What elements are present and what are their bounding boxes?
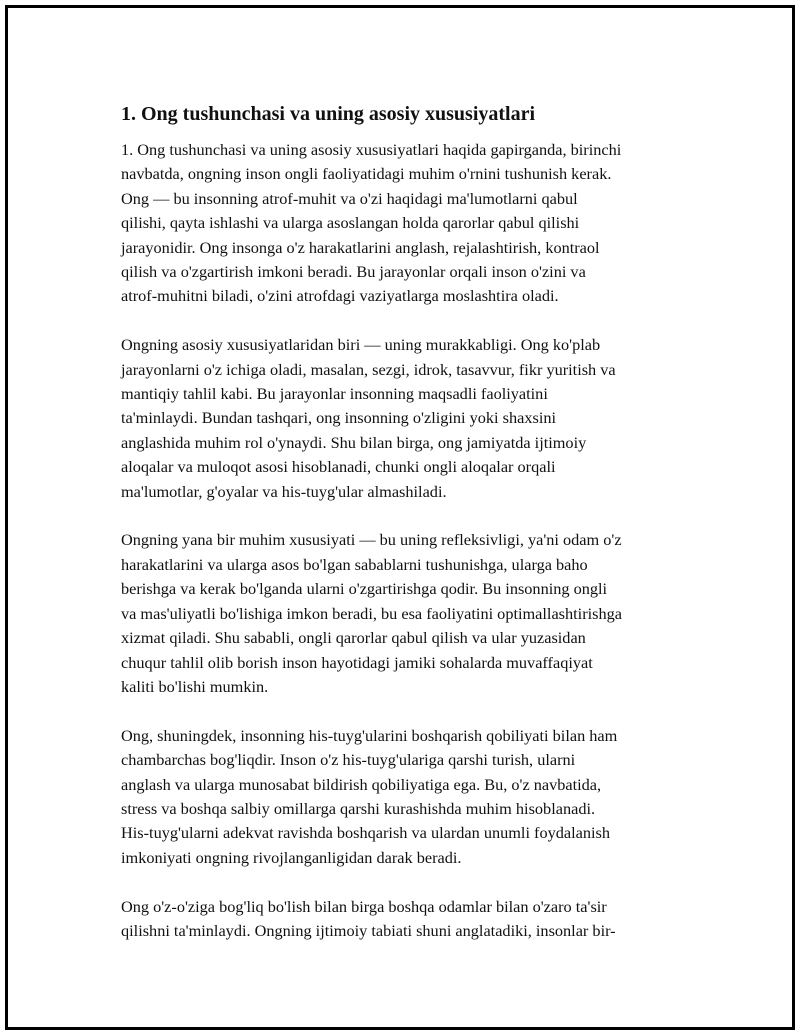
- paragraph-line: imkoniyati ongning rivojlanganligidan darak beradi.: [121, 847, 462, 867]
- paragraph: [121, 724, 701, 870]
- paragraph-line: mantiqiy tahlil kabi. Bu jarayonlar insonning maqsadli faoliyatini: [121, 384, 548, 404]
- paragraph-line: chambarchas bog'liqdir. Inson o'z his-tuyg'ulariga qarshi turish, ularni: [121, 750, 576, 770]
- paragraph: [121, 138, 701, 309]
- paragraph-line: jarayonlarni o'z ichiga oladi, masalan, sezgi, idrok, tasavvur, fikr yuritish va: [121, 359, 616, 379]
- paragraph-line: qilishi, qayta ishlashi va ularga asoslangan holda qarorlar qabul qilishi: [121, 213, 580, 233]
- paragraph-line: anglash va ularga munosabat bildirish qobiliyatiga ega. Bu, o'z navbatida,: [121, 774, 602, 794]
- paragraph: [121, 895, 701, 944]
- paragraph-line: 1. Ong tushunchasi va uning asosiy xususiyatlari haqida gapirganda, birinchi: [121, 140, 622, 159]
- paragraph-line: Ong — bu insonning atrof-muhit va o'zi haqidagi ma'lumotlarni qabul: [121, 188, 578, 208]
- paragraph-line: berishga va kerak bo'lganda ularni o'zgartirishga qodir. Bu insonning ongli: [121, 579, 608, 599]
- paragraph-line: qilish va o'zgartirish imkoni beradi. Bu jarayonlar orqali inson o'zini va: [121, 262, 586, 282]
- paragraph-line: atrof-muhitni biladi, o'zini atrofdagi vaziyatlarga moslashtira oladi.: [121, 286, 559, 306]
- paragraph-line: qilishni ta'minlaydi. Ongning ijtimoiy tabiati shuni anglatadiki, insonlar bir-: [121, 920, 616, 940]
- document-title: 1. Ong tushunchasi va uning asosiy xususiyatlari: [121, 103, 536, 125]
- paragraph-line: ma'lumotlar, g'oyalar va his-tuyg'ular almashiladi.: [121, 481, 447, 501]
- paragraph: [121, 333, 701, 504]
- paragraph-line: navbatda, ongning inson ongli faoliyatidagi muhim o'rnini tushunish kerak.: [121, 164, 612, 184]
- paragraph-line: chuqur tahlil olib borish inson hayotidagi jamiki sohalarda muvaffaqiyat: [121, 652, 593, 672]
- paragraph-line: va mas'uliyatli bo'lishiga imkon beradi, bu esa faoliyatini optimallashtirishga: [121, 603, 622, 623]
- paragraph-line: stress va boshqa salbiy omillarga qarshi kurashishda muhim hisoblanadi.: [121, 798, 596, 818]
- page-frame: [5, 5, 795, 1030]
- paragraph-line: ta'minlaydi. Bundan tashqari, ong insonning o'zligini yoki shaxsini: [121, 408, 557, 428]
- paragraph-line: harakatlarini va ularga asos bo'lgan sabablarni tushunishga, ularga baho: [121, 554, 588, 574]
- paragraph-line: xizmat qiladi. Shu sababli, ongli qarorlar qabul qilish va ular yuzasidan: [121, 628, 586, 648]
- paragraph: [121, 528, 701, 699]
- paragraph-line: Ongning yana bir muhim xususiyati — bu uning refleksivligi, ya'ni odam o'z: [121, 530, 622, 550]
- paragraph-line: kaliti bo'lishi mumkin.: [121, 676, 269, 696]
- paragraph-line: Ong o'z-o'ziga bog'liq bo'lish bilan birga boshqa odamlar bilan o'zaro ta'sir: [121, 896, 607, 916]
- paragraph-line: Ong, shuningdek, insonning his-tuyg'ularini boshqarish qobiliyati bilan ham: [121, 725, 618, 745]
- paragraph-line: aloqalar va muloqot asosi hisoblanadi, chunki ongli aloqalar orqali: [121, 457, 556, 477]
- paragraph-line: anglashida muhim rol o'ynaydi. Shu bilan birga, ong jamiyatda ijtimoiy: [121, 432, 587, 452]
- paragraph-list: [121, 138, 701, 943]
- paragraph-line: Ongning asosiy xususiyatlaridan biri — uning murakkabligi. Ong ko'plab: [121, 335, 601, 355]
- document-body: [121, 100, 701, 968]
- paragraph-line: jarayonidir. Ong insonga o'z harakatlarini anglash, rejalashtirish, kontraol: [121, 237, 600, 257]
- paragraph-line: His-tuyg'ularni adekvat ravishda boshqarish va ulardan unumli foydalanish: [121, 823, 610, 843]
